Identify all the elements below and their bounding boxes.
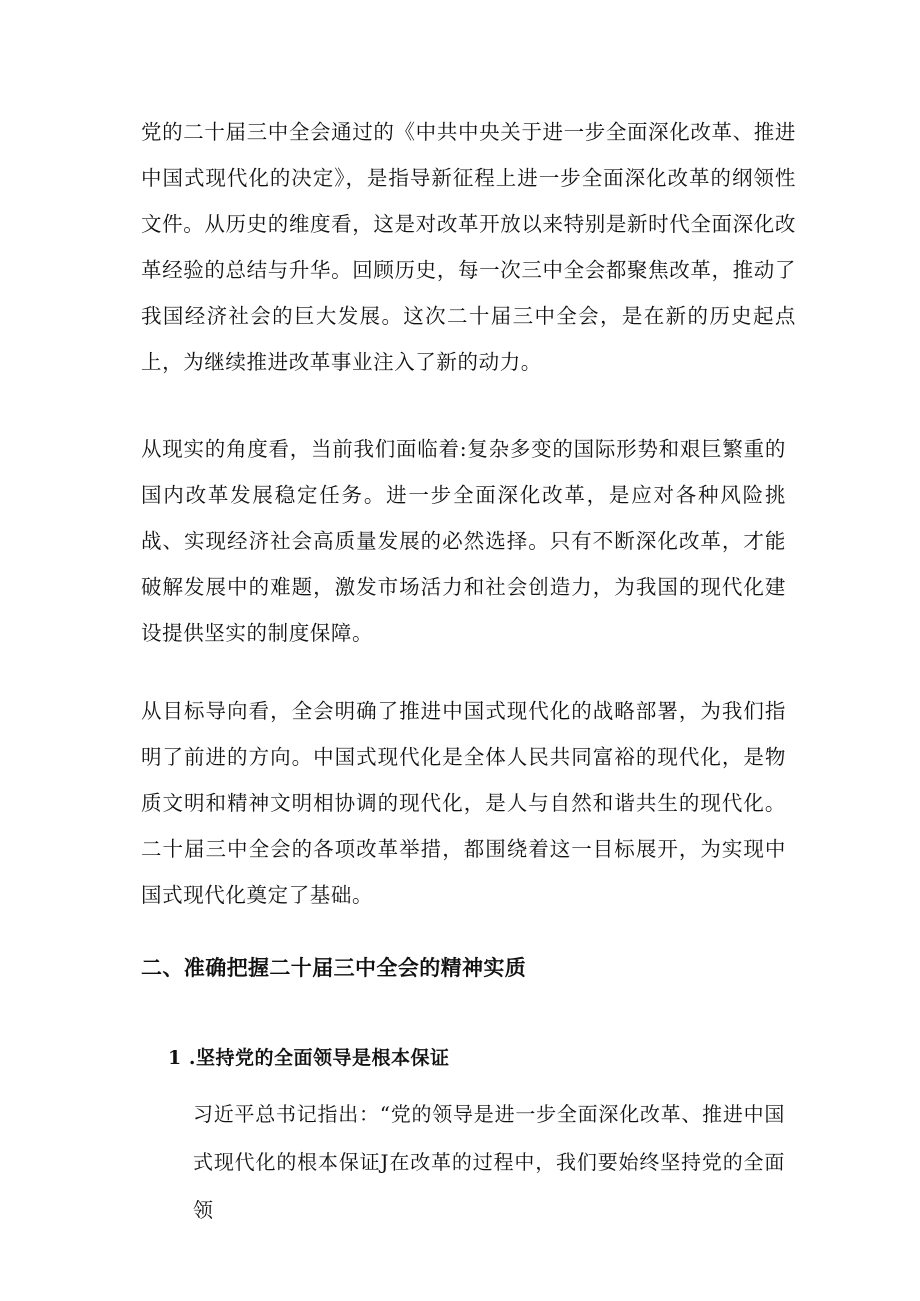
quote-paragraph: 习近平总书记指出：“党的领导是进一步全面深化改革、推进中国式现代化的根本保证J在改革的过程中，我们要始终坚持党的全面领 xyxy=(193,1102,785,1222)
paragraph-history: 党的二十届三中全会通过的《中共中央关于进一步全面深化改革、推进中国式现代化的决定》，是指导新征程上进一步全面深化改革的纲领性文件。从历史的维度看，这是对改革开放以来特别是新时代全面深化改革经验的总结与升华。回顾历史，每一次三中全会都聚焦改革，推动了我国经济社会的巨大发展。这次二十届三中全会，是在新的历史起点上，为继续推进改革事业注入了新的动力。 xyxy=(141,120,796,374)
subsection-heading: 1 .坚持党的全面领导是根本保证 xyxy=(168,1047,450,1069)
section-heading: 二、准确把握二十届三中全会的精神实质 xyxy=(141,956,527,980)
paragraph-reality: 从现实的角度看，当前我们面临着:复杂多变的国际形势和艰巨繁重的国内改革发展稳定任务。进一步全面深化改革，是应对各种风险挑战、实现经济社会高质量发展的必然选择。只有不断深化改革，才能破解发展中的难题，激发市场活力和社会创造力，为我国的现代化建设提供坚实的制度保障。 xyxy=(141,437,786,645)
paragraph-goal: 从目标导向看，全会明确了推进中国式现代化的战略部署，为我们指明了前进的方向。中国式现代化是全体人民共同富裕的现代化，是物质文明和精神文明相协调的现代化，是人与自然和谐共生的现代化。二十届三中全会的各项改革举措，都围绕着这一目标展开，为实现中国式现代化奠定了基础。 xyxy=(141,699,786,907)
